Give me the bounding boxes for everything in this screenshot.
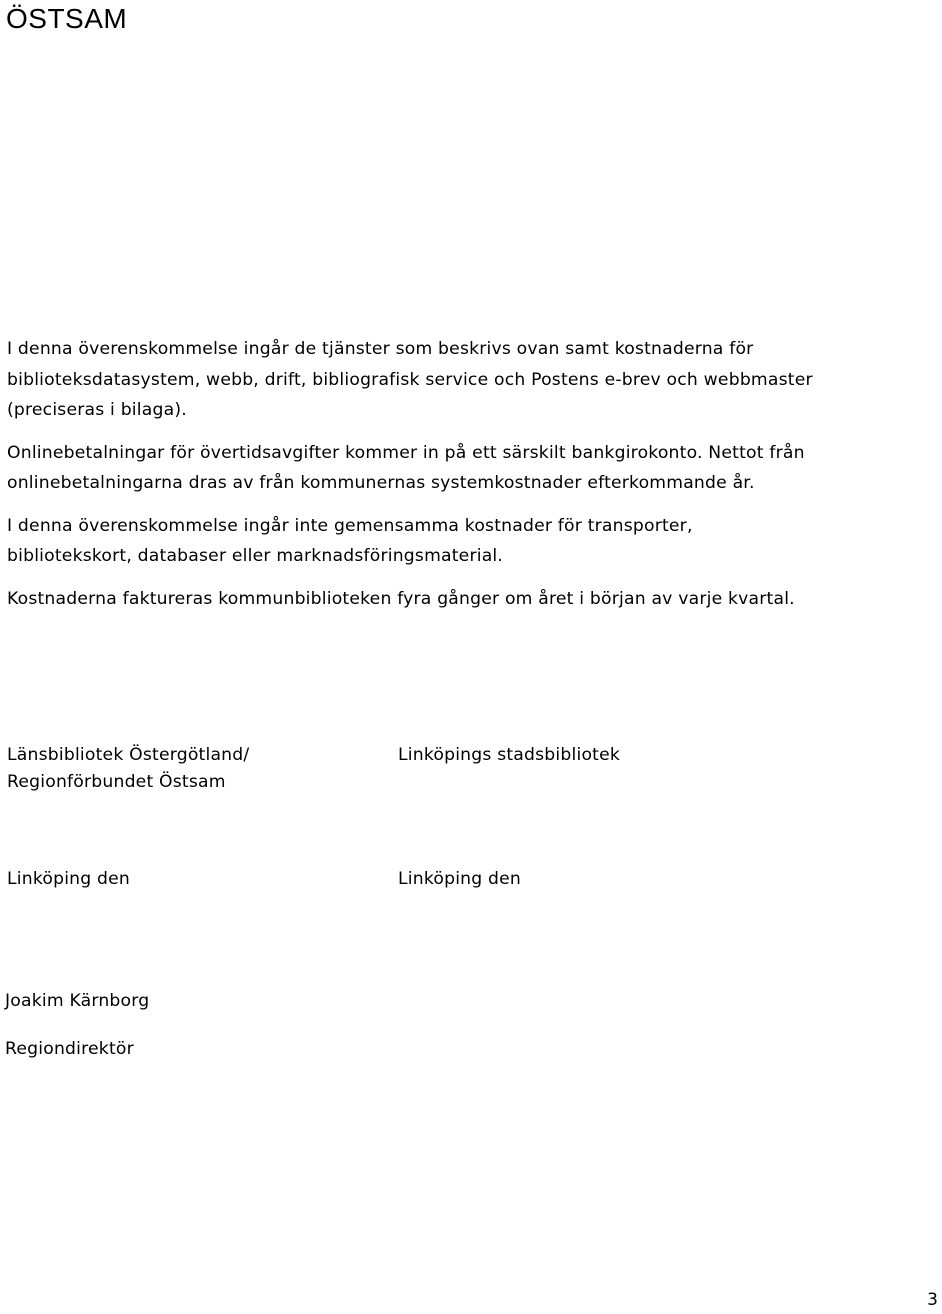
agreement-body	[7, 334, 822, 626]
right-place-date: Linköping den	[398, 869, 522, 889]
left-party-block	[7, 742, 249, 796]
right-party-org: Linköpings stadsbibliotek	[398, 745, 621, 765]
paragraph-included-services: I denna överenskommelse ingår de tjänster som beskrivs ovan samt kostnaderna för biblioteksdatasystem, webb, drift, bibliografisk service och Postens e-brev och webbmaster (preciseras i bilaga).	[7, 339, 813, 420]
paragraph-excluded-costs: I denna överenskommelse ingår inte gemensamma kostnader för transporter, bibliotekskort, databaser eller marknadsföringsmaterial.	[7, 515, 693, 566]
page-number: 3	[927, 1290, 938, 1310]
right-party-block	[398, 742, 620, 769]
paragraph-invoicing: Kostnaderna faktureras kommunbiblioteken fyra gånger om året i början av varje kvartal.	[7, 588, 795, 609]
organization-logo-text: ÖSTSAM	[6, 3, 128, 34]
paragraph-online-payments: Onlinebetalningar för övertidsavgifter kommer in på ett särskilt bankgirokonto. Nettot från onlinebetalningarna dras av från kommunernas systemkostnader efterkommande år.	[7, 442, 805, 493]
signatory-name: Joakim Kärnborg	[5, 991, 150, 1011]
left-place-date: Linköping den	[7, 869, 131, 889]
left-party-org-line1: Länsbibliotek Östergötland/	[7, 745, 250, 765]
signatory-title: Regiondirektör	[5, 1039, 134, 1059]
left-party-org-line2: Regionförbundet Östsam	[7, 772, 226, 792]
